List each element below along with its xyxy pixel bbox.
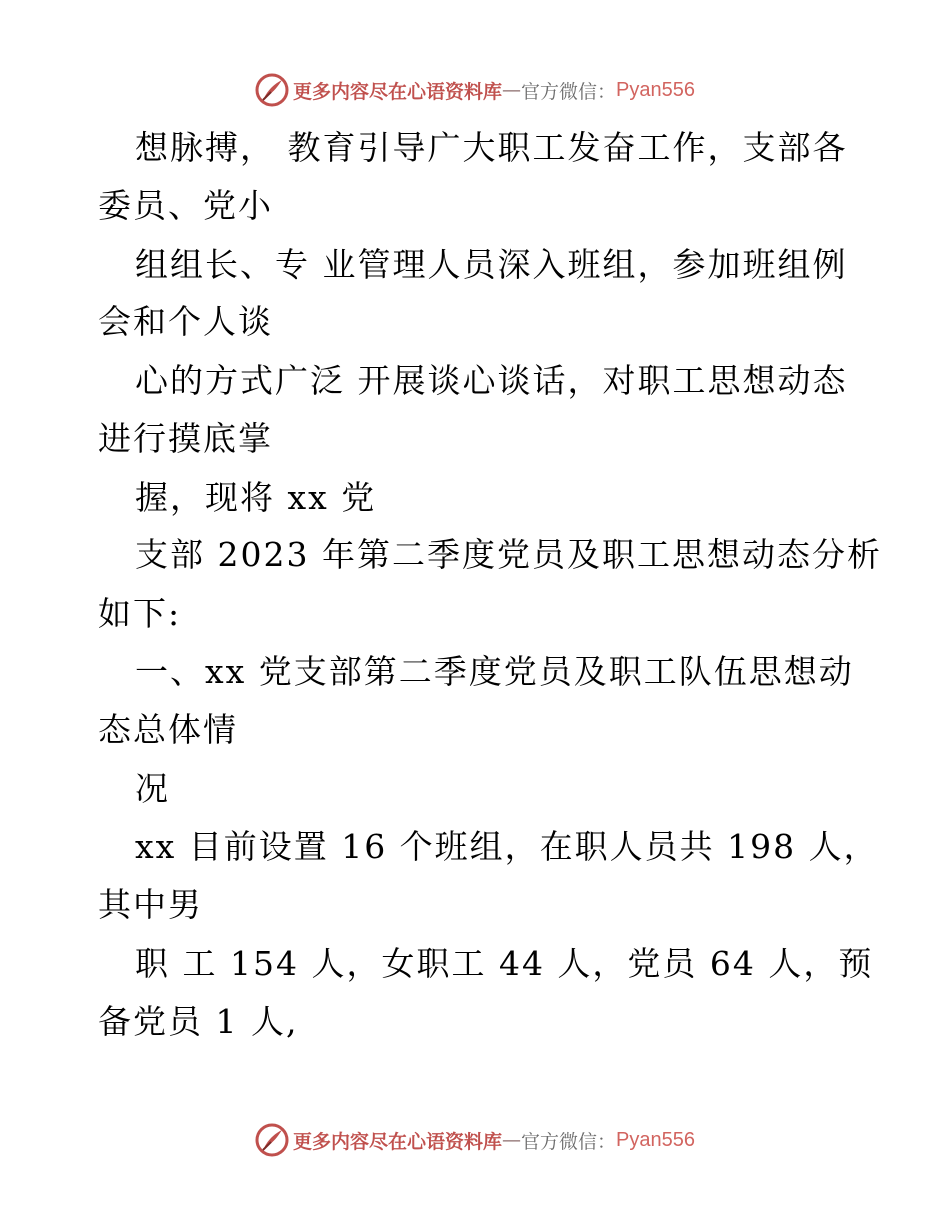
banner-main-text: 更多内容尽在心语资料库	[293, 1130, 503, 1153]
text-line: 委员、党小	[98, 186, 273, 225]
banner-wechat-id: Pyan556	[616, 78, 695, 101]
header-watermark-banner	[0, 70, 950, 110]
text-line: 况	[135, 769, 170, 808]
text-line: xx 目前设置 16 个班组，在职人员共 198 人，	[135, 827, 879, 866]
text-line: 如下:	[98, 594, 182, 633]
banner-wechat-label: 官方微信：	[521, 80, 617, 103]
text-line: 组组长、专 业管理人员深入班组，参加班组例	[135, 245, 848, 284]
banner-separator: —	[502, 79, 522, 101]
text-line: 职 工 154 人，女职工 44 人，党员 64 人，预	[135, 944, 874, 983]
text-line: 想脉搏， 教育引导广大职工发奋工作，支部各	[135, 128, 848, 167]
feather-logo-icon	[255, 73, 289, 107]
text-line: 一、xx 党支部第二季度党员及职工队伍思想动	[135, 652, 854, 691]
text-line: 支部 2023 年第二季度党员及职工思想动态分析	[135, 535, 882, 574]
feather-logo-icon	[255, 1123, 289, 1157]
banner-wechat-label: 官方微信：	[521, 1130, 617, 1153]
text-line: 会和个人谈	[98, 302, 273, 341]
text-line: 其中男	[98, 885, 203, 924]
banner-main-text: 更多内容尽在心语资料库	[293, 80, 503, 103]
banner-wechat-id: Pyan556	[616, 1128, 695, 1151]
text-line: 握，现将 xx 党	[135, 478, 377, 517]
text-line: 心的方式广泛 开展谈心谈话，对职工思想动态	[135, 361, 848, 400]
text-line: 备党员 1 人,	[98, 1002, 299, 1041]
banner-separator: —	[502, 1129, 522, 1151]
text-line: 态总体情	[98, 710, 238, 749]
footer-watermark-banner	[0, 1120, 950, 1160]
text-line: 进行摸底掌	[98, 419, 273, 458]
